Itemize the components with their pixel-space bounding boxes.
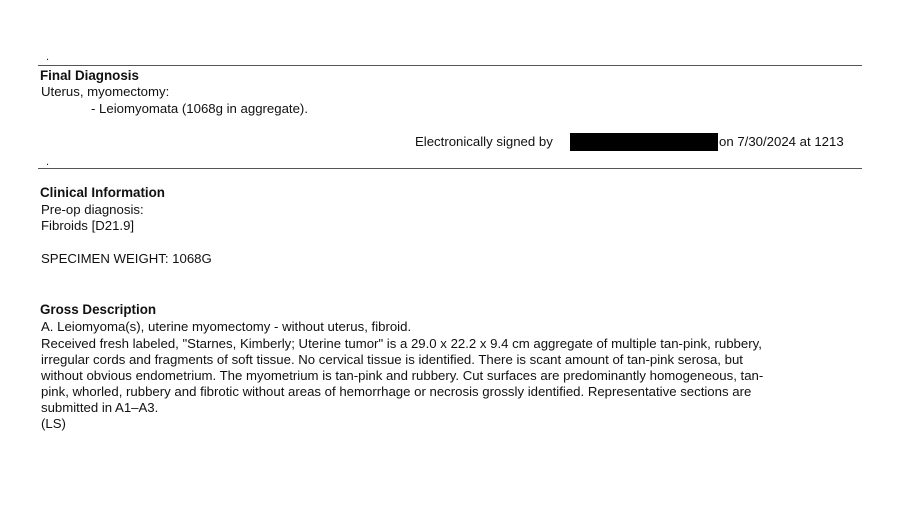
signature-date: on 7/30/2024 at 1213 bbox=[719, 134, 844, 149]
preop-value: Fibroids [D21.9] bbox=[41, 218, 135, 233]
diagnosis-result: - Leiomyomata (1068g in aggregate). bbox=[91, 101, 308, 116]
diagnosis-specimen: Uterus, myomectomy: bbox=[41, 84, 170, 99]
final-diagnosis-heading: Final Diagnosis bbox=[40, 68, 139, 83]
gross-specimen-line: A. Leiomyoma(s), uterine myomectomy - without uterus, fibroid. bbox=[41, 319, 412, 334]
redaction-bar bbox=[570, 133, 718, 151]
section-marker: . bbox=[46, 51, 50, 63]
gross-description-line: pink, whorled, rubbery and fibrotic without areas of hemorrhage or necrosis grossly identified. Representative sections are bbox=[41, 384, 752, 399]
gross-description-line: irregular cords and fragments of soft tissue. No cervical tissue is identified. There is scant amount of tan-pink serosa, but bbox=[41, 352, 743, 367]
section-divider bbox=[38, 65, 862, 66]
preop-label: Pre-op diagnosis: bbox=[41, 202, 144, 217]
gross-description-text bbox=[41, 336, 856, 432]
gross-description-line: without obvious endometrium. The myometrium is tan-pink and rubbery. Cut surfaces are predominantly homogeneous, tan- bbox=[41, 368, 764, 383]
gross-description-line: submitted in A1–A3. bbox=[41, 400, 159, 415]
signature-prefix: Electronically signed by bbox=[415, 134, 553, 149]
specimen-weight: SPECIMEN WEIGHT: 1068G bbox=[41, 251, 212, 266]
gross-description-heading: Gross Description bbox=[40, 302, 157, 317]
pathologist-initials: (LS) bbox=[41, 416, 66, 431]
section-divider bbox=[38, 168, 862, 169]
gross-description-line: Received fresh labeled, "Starnes, Kimberly; Uterine tumor" is a 29.0 x 22.2 x 9.4 cm aggregate of multiple tan-pink, rubbery, bbox=[41, 336, 762, 351]
clinical-information-heading: Clinical Information bbox=[40, 185, 165, 200]
section-marker: . bbox=[46, 156, 50, 168]
